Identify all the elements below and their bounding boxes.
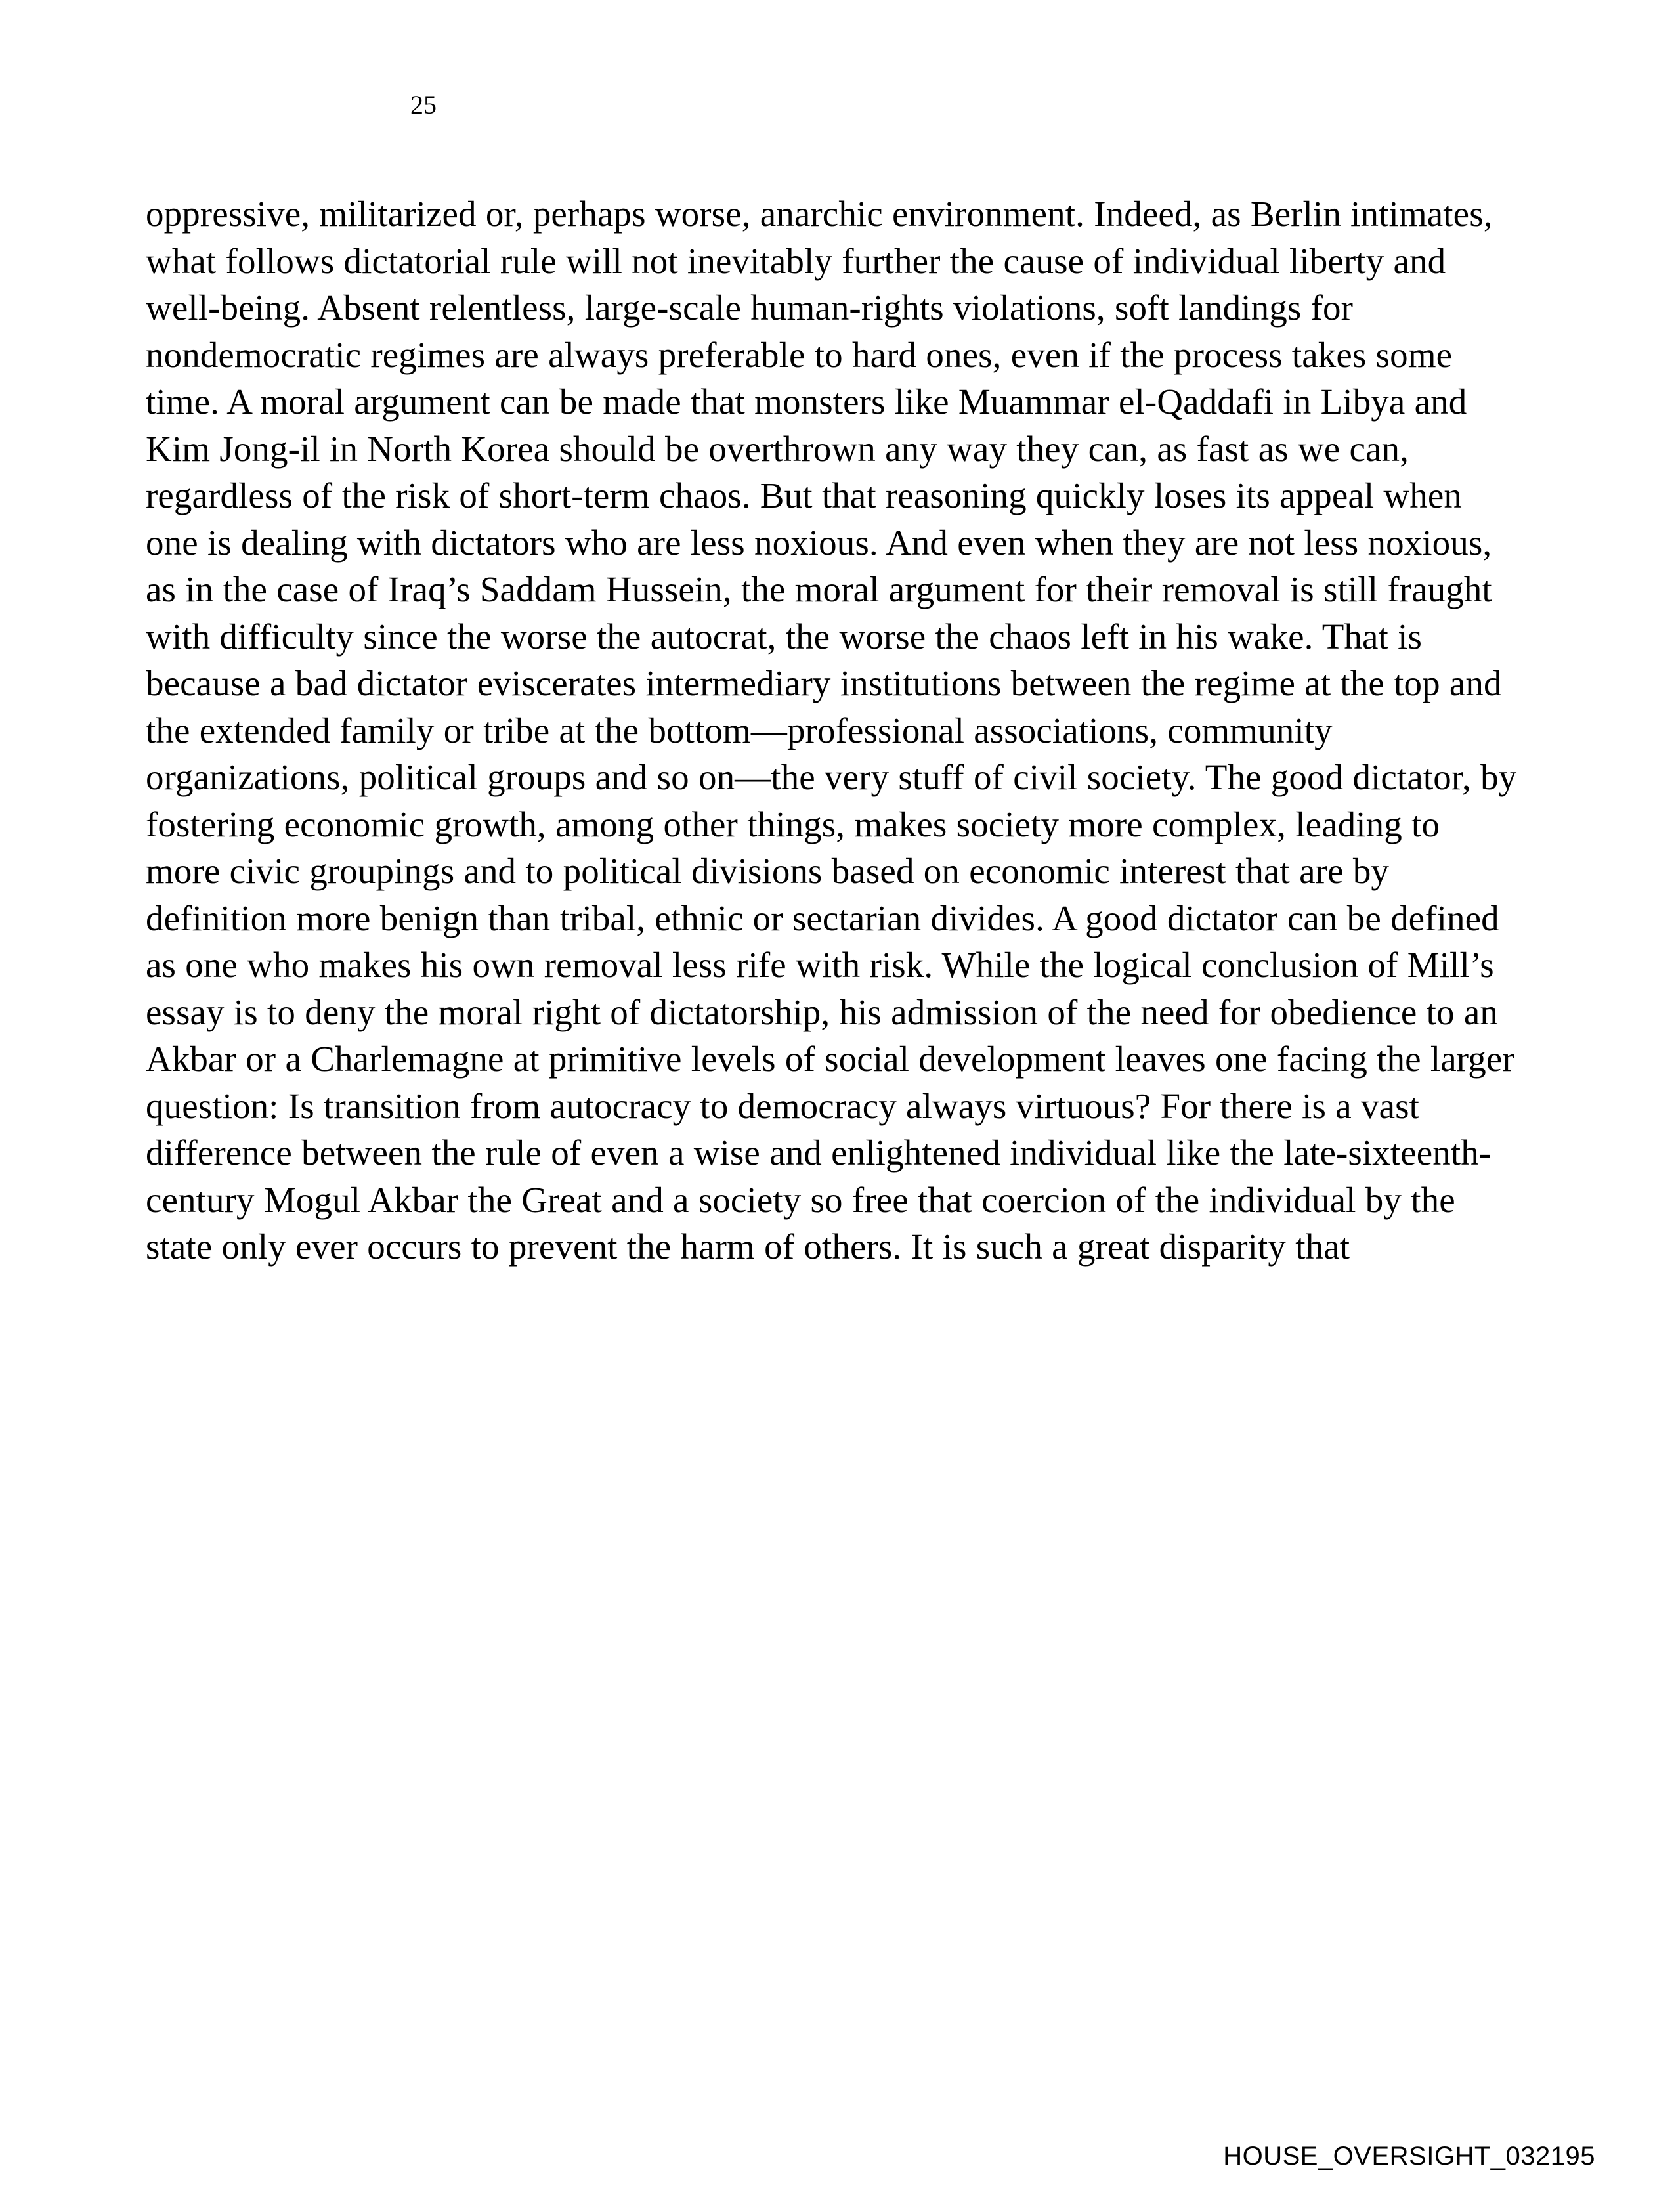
bates-stamp: HOUSE_OVERSIGHT_032195: [1223, 2142, 1595, 2171]
page-number: 25: [410, 90, 437, 119]
body-paragraph: oppressive, militarized or, perhaps worse, anarchic environment. Indeed, as Berlin intimates, what follows dictatorial rule will not inevitably further the cause of individual liberty and well-being. Absent relentless, large-scale human-rights violations, soft landings for nondemocratic regimes are always preferable to hard ones, even if the process takes some time. A moral argument can be made that monsters like Muammar el-Qaddafi in Libya and Kim Jong-il in North Korea should be overthrown any way they can, as fast as we can, regardless of the risk of short-term chaos. But that reasoning quickly loses its appeal when one is dealing with dictators who are less noxious. And even when they are not less noxious, as in the case of Iraq’s Saddam Hussein, the moral argument for their removal is still fraught with difficulty since the worse the autocrat, the worse the chaos left in his wake. That is because a bad dictator eviscerates intermediary institutions between the regime at the top and the extended family or tribe at the bottom—professional associations, community organizations, political groups and so on—the very stuff of civil society. The good dictator, by fostering economic growth, among other things, makes society more complex, leading to more civic groupings and to political divisions based on economic interest that are by definition more benign than tribal, ethnic or sectarian divides. A good dictator can be defined as one who makes his own removal less rife with risk. While the logical conclusion of Mill’s essay is to deny the moral right of dictatorship, his admission of the need for obedience to an Akbar or a Charlemagne at primitive levels of social development leaves one facing the larger question: Is transition from autocracy to democracy always virtuous? For there is a vast difference between the rule of even a wise and enlightened individual like the late-sixteenth-century Mogul Akbar the Great and a society so free that coercion of the individual by the state only ever occurs to prevent the harm of others. It is such a great disparity that: [146, 194, 1517, 1267]
